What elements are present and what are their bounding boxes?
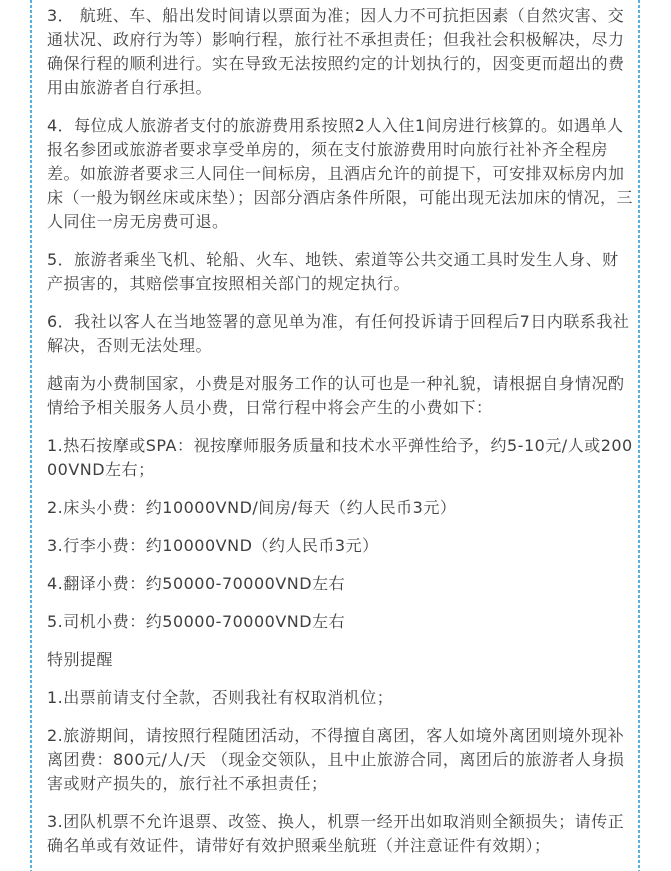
special-reminder-heading: 特别提醒 — [47, 650, 114, 669]
tip-item-driver: 5.司机小费：约50000-70000VND左右 — [47, 612, 346, 631]
left-dashed-border — [30, 0, 32, 871]
notice-content — [47, 0, 633, 871]
clause-6-complaint-deadline: 6．我社以客人在当地签署的意见单为准，有任何投诉请于回程后7日内联系我社解决，否则无法处理。 — [47, 312, 630, 355]
tip-item-bedside: 2.床头小费：约10000VND/间房/每天（约人民币3元） — [47, 498, 457, 517]
tip-item-luggage: 3.行李小费：约10000VND（约人民币3元） — [47, 536, 379, 555]
reminder-item-group-tickets: 3.团队机票不允许退票、改签、换人，机票一经开出如取消则全额损失；请传正确名单或有效证件，请带好有效护照乘坐航班（并注意证件有效期）； — [47, 812, 625, 855]
clause-5-public-transport-liability: 5．旅游者乘坐飞机、轮船、火车、地铁、索道等公共交通工具时发生人身、财产损害的，其赔偿事宜按照相关部门的规定执行。 — [47, 250, 619, 293]
tipping-intro: 越南为小费制国家，小费是对服务工作的认可也是一种礼貌，请根据自身情况酌情给予相关服务人员小费，日常行程中将会产生的小费如下： — [47, 374, 625, 417]
reminder-item-payment: 1.出票前请支付全款，否则我社有权取消机位； — [47, 688, 394, 707]
tip-item-translator: 4.翻译小费：约50000-70000VND左右 — [47, 574, 346, 593]
reminder-item-leaving-group: 2.旅游期间，请按照行程随团活动，不得擅自离团，客人如境外离团则境外现补离团费：800元/人/天 （现金交领队，且中止旅游合同，离团后的旅游者人身损害或财产损失的，旅行社不承担责任； — [47, 726, 625, 793]
tip-item-spa: 1.热石按摩或SPA：视按摩师服务质量和技术水平弹性给予，约5-10元/人或20000VND左右； — [47, 436, 633, 479]
clause-3-flight-departure: 3． 航班、车、船出发时间请以票面为准；因人力不可抗拒因素（自然灾害、交通状况、政府行为等）影响行程，旅行社不承担责任；但我社会积极解决，尽力确保行程的顺利进行。实在导致无法按照约定的计划执行的，因变更而超出的费用由旅游者自行承担。 — [47, 6, 625, 97]
right-dashed-border — [638, 0, 640, 871]
clause-4-room-calculation: 4．每位成人旅游者支付的旅游费用系按照2人入住1间房进行核算的。如遇单人报名参团或旅游者要求享受单房的，须在支付旅游费用时向旅行社补齐全程房差。如旅游者要求三人同住一间标房，且酒店允许的前提下，可安排双标房内加床（一般为钢丝床或床垫）；因部分酒店条件所限，可能出现无法加床的情况，三人同住一房无房费可退。 — [47, 116, 634, 231]
